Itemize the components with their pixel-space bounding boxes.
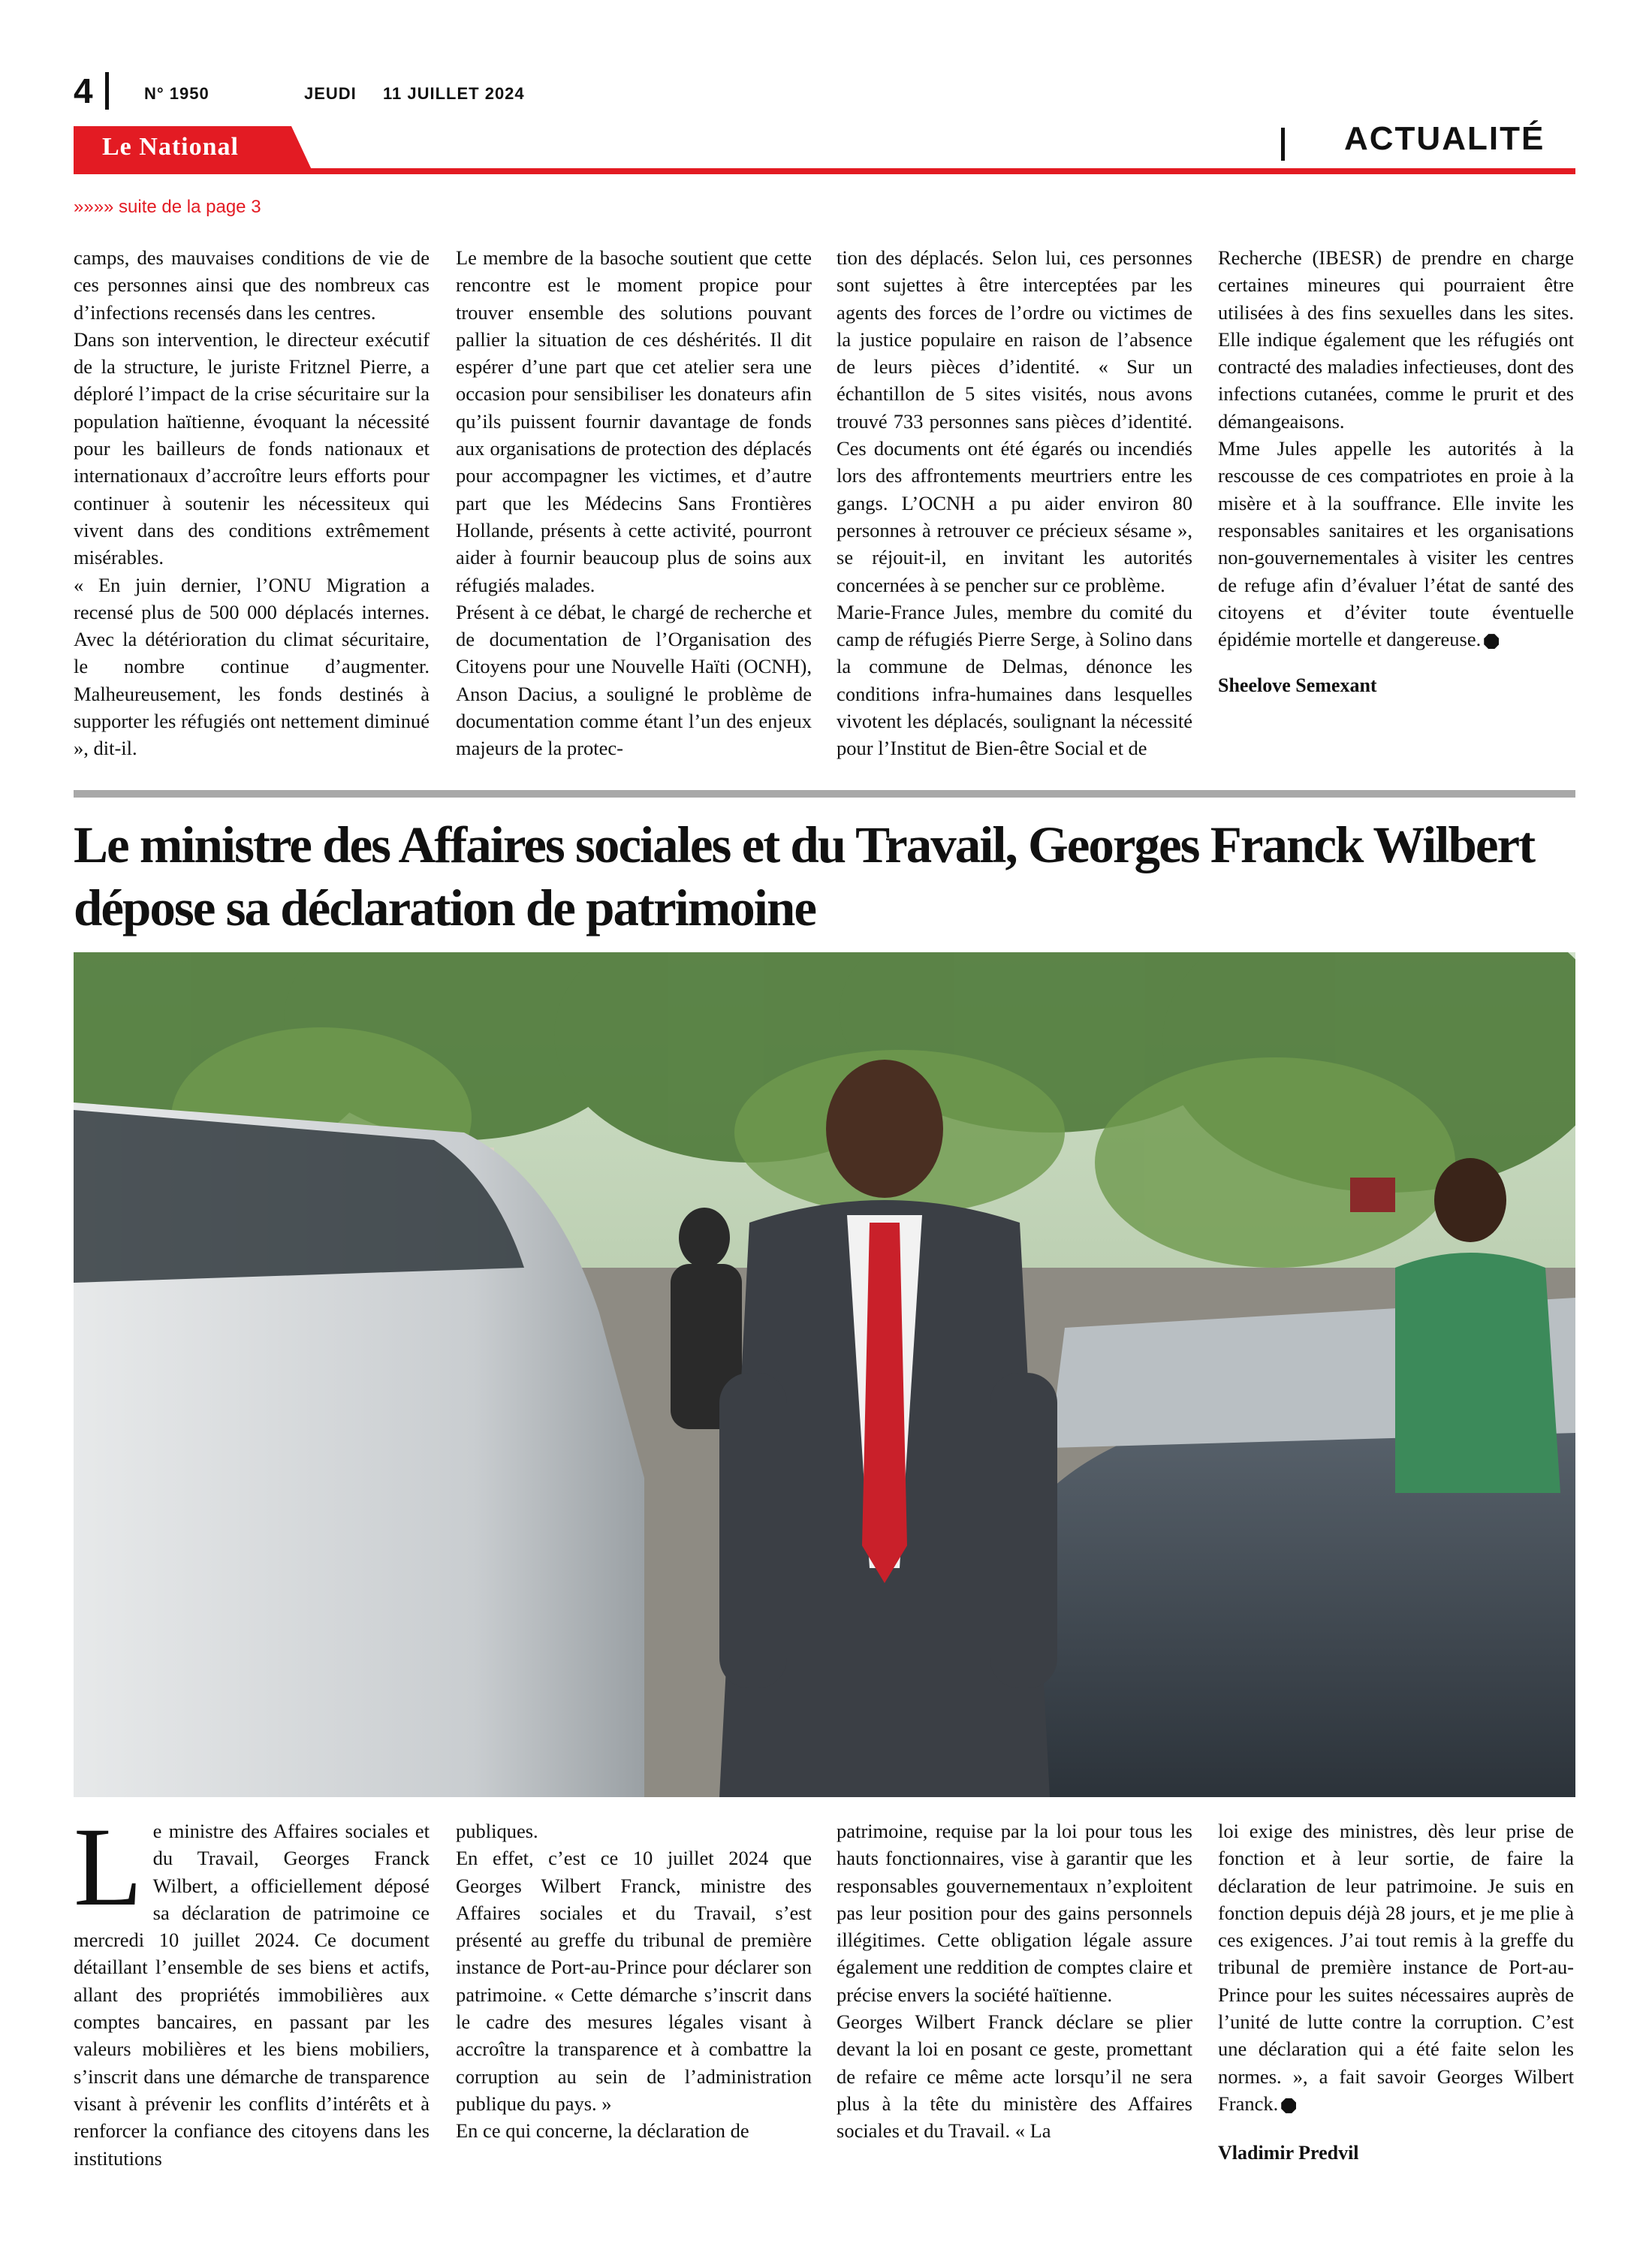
- paragraph: Le membre de la basoche soutient que cette rencontre est le moment propice pour trouver ensemble des solutions pouvant pallier la situation de ces déshérités. Il dit espérer d’une part que cet atelier sera une occasion pour sensibiliser les donateurs afin qu’ils puissent fournir davantage de fonds aux organisations de protection des déplacés pour accompagner les victimes, et d’autre part que les Médecins Sans Frontières Hollande, présents à cette activité, pourront aider à fournir beaucoup plus de soins aux réfugiés malades.: [456, 246, 812, 596]
- paragraph: publiques.: [456, 1820, 538, 1842]
- paragraph: En ce qui concerne, la déclaration de: [456, 2119, 749, 2143]
- page-number: 4: [74, 71, 93, 110]
- article1-column-3: [837, 244, 1192, 762]
- header-divider: [105, 72, 109, 110]
- paragraph: camps, des mauvaises conditions de vie de ces personnes ainsi que des nombreux cas d’infections recensés dans les centres.: [74, 246, 430, 324]
- paragraph: Georges Wilbert Franck déclare se plier devant la loi en posant ce geste, promettant de refaire ce même acte lorsqu’il ne sera plus à la tête du ministère des Affaires sociales et du Travail. « La: [837, 2010, 1192, 2143]
- continued-from: »»»» suite de la page 3: [74, 197, 261, 217]
- section-divider: [1281, 128, 1285, 161]
- article1-author: Sheelove Semexant: [1218, 674, 1377, 697]
- paragraph: Dans son intervention, le directeur exécutif de la structure, le juriste Fritznel Pierre, a déploré l’impact de la crise sécuritaire sur la population haïtienne, évoquant la nécessité pour les bailleurs de fonds nationaux et internationaux d’accroître leurs efforts pour continuer à soutenir les nécessiteux qui vivent dans des conditions extrêmement misérables.: [74, 327, 430, 569]
- article2-column-2: [456, 1817, 812, 2145]
- paragraph: En effet, c’est ce 10 juillet 2024 que Georges Wilbert Franck, ministre des Affaires sociales et du Travail, s’est présenté au greffe du tribunal de première instance de Port-au-Prince pour déclarer son patrimoine. « Cette démarche s’inscrit dans le cadre des mesures légales visant à accroître la transparence et à combattre la corruption au sein de l’administration publique du pays. »: [456, 1847, 812, 2115]
- paragraph: Présent à ce débat, le chargé de recherche et de documentation de l’Organisation des Citoyens pour une Nouvelle Haïti (OCNH), Anson Dacius, a souligné le problème de documentation comme étant l’un des enjeux majeurs de la protec-: [456, 600, 812, 760]
- article1-column-2: [456, 244, 812, 762]
- brand-name: Le National: [102, 133, 239, 161]
- drop-cap: L: [74, 1805, 143, 1929]
- paragraph: Marie-France Jules, membre du comité du camp de réfugiés Pierre Serge, à Solino dans la commune de Delmas, dénonce les conditions infra-humaines dans lesquelles vivotent les déplacés, soulignant la nécessité pour l’Institut de Bien-être Social et de: [837, 600, 1192, 760]
- paragraph-text: Recherche (IBESR) de prendre en charge certaines mineures qui pourraient être utilisées à des fins sexuelles dans les sites. Elle indique également que les réfugiés ont contracté des maladies infectieuses, dont des infections cutanées, comme le prurit et des démangeaisons.: [1218, 246, 1574, 433]
- paragraph: patrimoine, requise par la loi pour tous les hauts fonctionnaires, vise à garantir que les responsables gouvernementaux n’exploitent pas leur position pour des gains personnels illégitimes. Cette obligation légale assure également une reddition de comptes claire et précise envers la société haïtienne.: [837, 1820, 1192, 2006]
- article2-column-3: [837, 1817, 1192, 2145]
- paragraph-text: loi exige des ministres, dès leur prise de fonction et à leur sortie, de faire la déclaration de leur patrimoine. Je suis en fonction depuis déjà 28 jours, et je me plie à ces exigences. J’ai tout remis à la greffe du tribunal de première instance de Port-au-Prince pour les suites nécessaires auprès de l’unité de lutte contre la corruption. C’est une déclaration qui a été faite selon les normes. », a fait savoir Georges Wilbert Franck.: [1218, 1820, 1574, 2115]
- paragraph: [1218, 435, 1574, 653]
- article-divider: [74, 790, 1575, 798]
- article2-column-4: [1218, 1817, 1574, 2167]
- article2-column-1: [74, 1805, 430, 2172]
- header-rule: [74, 168, 1575, 174]
- paragraph: [74, 1805, 430, 2172]
- issue-date: 11 JUILLET 2024: [383, 84, 525, 103]
- article1-column-4: [1218, 244, 1574, 700]
- paragraph: « En juin dernier, l’ONU Migration a recensé plus de 500 000 déplacés internes. Avec la détérioration du climat sécuritaire, le nombre continue d’augmenter. Malheureusement, les fonds destinés à supporter les réfugiés ont nettement diminué », dit-il.: [74, 573, 430, 760]
- paragraph-text: e ministre des Affaires sociales et du Travail, Georges Franck Wilbert, a officiellement déposé sa déclaration de patrimoine ce mercredi 10 juillet 2024. Ce document détaillant l’ensemble de ses biens et actifs, allant des propriétés immobilières aux comptes bancaires, en passant par les valeurs mobilières et les biens mobiliers, s’inscrit dans une démarche de transparence visant à prévenir les conflits d’intérêts et à renforcer la confiance des citoyens dans les institutions: [74, 1820, 430, 2170]
- article2-headline: Le ministre des Affaires sociales et du Travail, Georges Franck Wilbert dépose sa déclaration de patrimoine: [74, 816, 1535, 936]
- section-title: ACTUALITÉ: [1344, 120, 1545, 157]
- article2-photo: [74, 952, 1575, 1797]
- issue-day: JEUDI: [304, 84, 357, 103]
- brand-banner: [74, 126, 312, 171]
- article1-column-1: [74, 244, 430, 762]
- end-mark-icon: [1281, 2098, 1296, 2113]
- paragraph: tion des déplacés. Selon lui, ces personnes sont sujettes à être interceptées par les agents des forces de l’ordre ou victimes de la justice populaire en raison de l’absence de leurs pièces d’identité. « Sur un échantillon de 5 sites visités, nous avons trouvé 733 personnes sans pièces d’identité. Ces documents ont été égarés ou incendiés lors des affrontements meurtriers entre les gangs. L’OCNH a pu aider environ 80 personnes à retrouver ce précieux sésame », se réjouit-il, en invitant les autorités concernées à se pencher sur ce problème.: [837, 246, 1192, 596]
- article2-author: Vladimir Predvil: [1218, 2142, 1359, 2164]
- paragraph: [1218, 244, 1574, 435]
- issue-number: N° 1950: [144, 84, 210, 103]
- end-mark-icon: [1484, 634, 1499, 649]
- photo-illustration: [74, 952, 1575, 1797]
- paragraph: [1218, 1817, 1574, 2117]
- paragraph-text: Mme Jules appelle les autorités à la rescousse de ces compatriotes en proie à la misère et à la souffrance. Elle invite les responsables sanitaires et les organisations non-gouvernementales à visiter les centres de refuge afin d’évaluer l’état de santé des citoyens et d’éviter toute éventuelle épidémie mortelle et dangereuse.: [1218, 437, 1574, 651]
